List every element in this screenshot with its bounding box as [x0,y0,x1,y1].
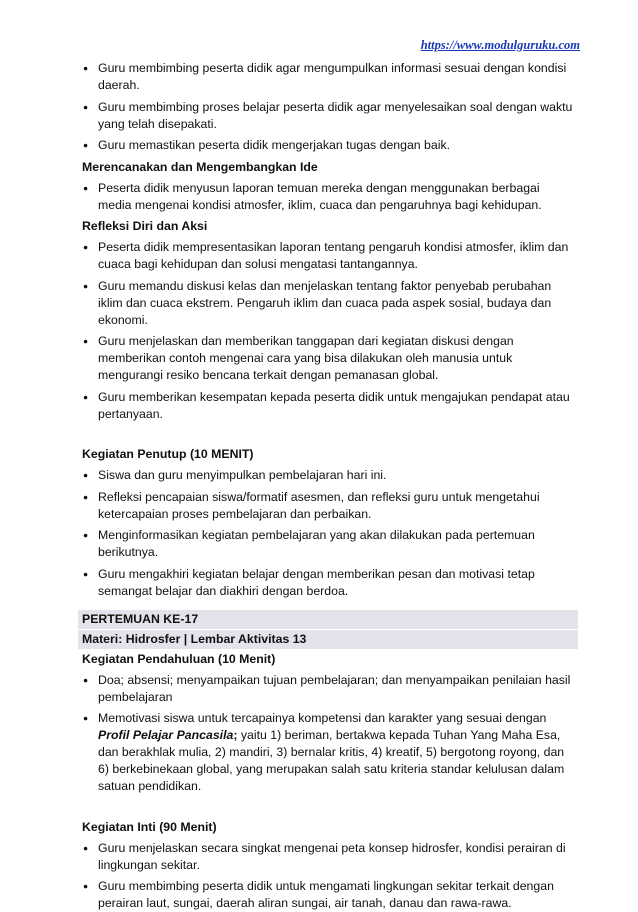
section-heading-pendahuluan: Kegiatan Pendahuluan (10 Menit) [82,651,576,668]
list-item: ● Guru membimbing peserta didik untuk mengamati lingkungan sekitar terkait dengan perairan laut, sungai, daerah aliran sungai, air tanah, danau dan rawa-rawa. [82,878,576,912]
section-heading-merencanakan: Merencanakan dan Mengembangkan Ide [82,159,576,176]
text-fragment: Memotivasi siswa untuk tercapainya kompetensi dan karakter yang sesuai dengan [98,711,546,725]
section-heading-refleksi: Refleksi Diri dan Aksi [82,218,576,235]
list-item: ● Doa; absensi; menyampaikan tujuan pembelajaran; dan menyampaikan penilaian hasil pembelajaran [82,672,576,706]
merencanakan-list [82,180,576,214]
materi-band: Materi: Hidrosfer | Lembar Aktivitas 13 [78,630,578,649]
list-item: ● Guru memastikan peserta didik mengerjakan tugas dengan baik. [82,137,576,154]
list-item: ● Guru membimbing proses belajar peserta didik agar menyelesaikan soal dengan waktu yang telah disepakati. [82,99,576,133]
header-url-link[interactable]: https://www.modulguruku.com [421,38,580,53]
list-item: ● Menginformasikan kegiatan pembelajaran yang akan dilakukan pada pertemuan berikutnya. [82,527,576,561]
list-item: ● Siswa dan guru menyimpulkan pembelajaran hari ini. [82,467,576,484]
spacer [82,427,576,444]
profil-pelajar-pancasila-text: Profil Pelajar Pancasila [98,728,233,742]
list-item: ● Guru menjelaskan secara singkat mengenai peta konsep hidrosfer, kondisi perairan di lingkungan sekitar. [82,840,576,874]
text-fragment: ; [233,728,237,742]
list-item: ● Guru memandu diskusi kelas dan menjelaskan tentang faktor penyebab perubahan iklim dan cuaca ekstrem. Pengaruh iklim dan cuaca pada aspek sosial, budaya dan ekonomi. [82,278,576,329]
list-item-profil [82,710,576,795]
section-heading-inti: Kegiatan Inti (90 Menit) [82,819,576,836]
section-heading-penutup: Kegiatan Penutup (10 MENIT) [82,446,576,463]
list-item: ● Guru membimbing peserta didik agar mengumpulkan informasi sesuai dengan kondisi daerah. [82,60,576,94]
document-content [82,0,576,912]
list-item: ● Refleksi pencapaian siswa/formatif asesmen, dan refleksi guru untuk mengetahui ketercapaian proses pembelajaran dan perbaikan. [82,489,576,523]
list-item: ● Peserta didik menyusun laporan temuan mereka dengan menggunakan berbagai media mengenai kondisi atmosfer, iklim, cuaca dan pengaruhnya bagi kehidupan. [82,180,576,214]
text-fragment: yaitu 1) beriman, bertakwa kepada Tuhan Yang Maha Esa, dan berakhlak mulia, 2) mandiri, 3) bernalar kritis, 4) kreatif, 5) bergotong royong, dan 6) berkebinekaan global, yang merupakan salah satu kriteria standar kelulusan dalam satuan pendidikan. [98,728,564,793]
refleksi-list [82,239,576,423]
penutup-list [82,467,576,600]
pendahuluan-list [82,672,576,796]
list-item: ● Peserta didik mempresentasikan laporan tentang pengaruh kondisi atmosfer, iklim dan cuaca bagi kehidupan dan solusi mengatasi tantangannya. [82,239,576,273]
spacer [82,800,576,817]
inti-list [82,840,576,912]
activity-list-1 [82,60,576,154]
list-item: ● Guru memberikan kesempatan kepada peserta didik untuk mengajukan pendapat atau pertanyaan. [82,389,576,423]
list-item: ● Guru mengakhiri kegiatan belajar dengan memberikan pesan dan motivasi tetap semangat belajar dan diakhiri dengan berdoa. [82,566,576,600]
list-item: ● Guru menjelaskan dan memberikan tanggapan dari kegiatan diskusi dengan memberikan contoh mengenai cara yang bisa dilakukan oleh manusia untuk mengurangi resiko bencana terkait dengan pemanasan global. [82,333,576,384]
meeting-title-band: PERTEMUAN KE-17 [78,610,578,629]
